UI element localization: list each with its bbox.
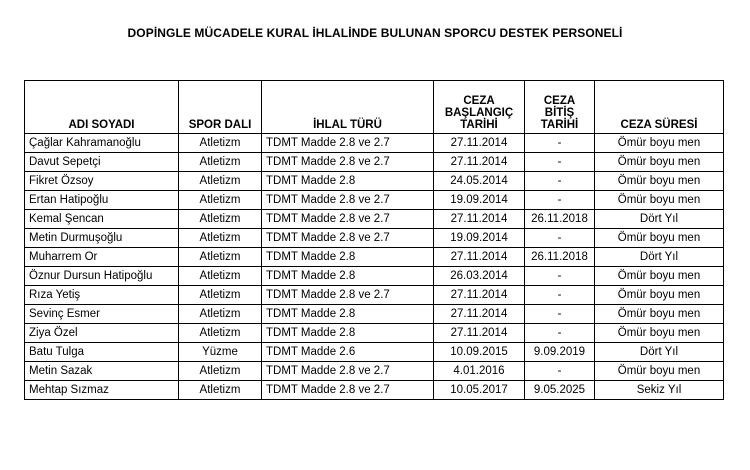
cell-end-date: - [525, 362, 595, 381]
cell-violation: TDMT Madde 2.8 ve 2.7 [262, 286, 434, 305]
cell-sport: Atletizm [179, 248, 262, 267]
table-row [25, 191, 724, 210]
cell-sport: Atletizm [179, 305, 262, 324]
cell-end-date: - [525, 267, 595, 286]
cell-name: Rıza Yetiş [25, 286, 179, 305]
cell-violation: TDMT Madde 2.8 ve 2.7 [262, 153, 434, 172]
table-row [25, 286, 724, 305]
cell-sport: Atletizm [179, 362, 262, 381]
header-row [25, 81, 724, 134]
cell-violation: TDMT Madde 2.8 [262, 248, 434, 267]
cell-name: Muharrem Or [25, 248, 179, 267]
cell-start-date: 19.09.2014 [434, 229, 525, 248]
personnel-table [24, 80, 724, 400]
cell-duration: Ömür boyu men [595, 153, 724, 172]
cell-name: Davut Sepetçi [25, 153, 179, 172]
cell-violation: TDMT Madde 2.6 [262, 343, 434, 362]
cell-start-date: 27.11.2014 [434, 324, 525, 343]
cell-duration: Dört Yıl [595, 210, 724, 229]
cell-name: Fikret Özsoy [25, 172, 179, 191]
cell-violation: TDMT Madde 2.8 ve 2.7 [262, 191, 434, 210]
cell-end-date: - [525, 191, 595, 210]
cell-end-date: - [525, 229, 595, 248]
table-row [25, 134, 724, 153]
table-row [25, 267, 724, 286]
cell-name: Kemal Şencan [25, 210, 179, 229]
header-duration: CEZA SÜRESİ [595, 81, 724, 134]
cell-duration: Ömür boyu men [595, 134, 724, 153]
cell-sport: Atletizm [179, 153, 262, 172]
cell-sport: Atletizm [179, 324, 262, 343]
cell-name: Ertan Hatipoğlu [25, 191, 179, 210]
cell-sport: Atletizm [179, 229, 262, 248]
cell-name: Ziya Özel [25, 324, 179, 343]
header-start-line1: CEZA [463, 95, 495, 107]
header-sport: SPOR DALI [179, 81, 262, 134]
cell-duration: Dört Yıl [595, 343, 724, 362]
cell-end-date: - [525, 324, 595, 343]
cell-sport: Atletizm [179, 381, 262, 400]
cell-start-date: 4.01.2016 [434, 362, 525, 381]
cell-duration: Ömür boyu men [595, 286, 724, 305]
cell-end-date: - [525, 172, 595, 191]
cell-sport: Atletizm [179, 134, 262, 153]
cell-name: Batu Tulga [25, 343, 179, 362]
header-start-date [434, 81, 525, 134]
table-body [25, 134, 724, 400]
cell-name: Öznur Dursun Hatipoğlu [25, 267, 179, 286]
cell-name: Sevinç Esmer [25, 305, 179, 324]
cell-end-date: - [525, 134, 595, 153]
header-violation: İHLAL TÜRÜ [262, 81, 434, 134]
cell-violation: TDMT Madde 2.8 [262, 305, 434, 324]
page-title: DOPİNGLE MÜCADELE KURAL İHLALİNDE BULUNAN SPORCU DESTEK PERSONELİ [127, 26, 623, 40]
cell-violation: TDMT Madde 2.8 [262, 267, 434, 286]
table-row [25, 210, 724, 229]
table-row [25, 324, 724, 343]
header-end-line3: TARİHİ [540, 119, 579, 131]
cell-sport: Yüzme [179, 343, 262, 362]
cell-duration: Dört Yıl [595, 248, 724, 267]
header-start-line2: BAŞLANGIÇ [444, 107, 514, 119]
cell-end-date: 9.05.2025 [525, 381, 595, 400]
cell-duration: Ömür boyu men [595, 324, 724, 343]
cell-name: Mehtap Sızmaz [25, 381, 179, 400]
cell-sport: Atletizm [179, 267, 262, 286]
cell-violation: TDMT Madde 2.8 ve 2.7 [262, 134, 434, 153]
cell-start-date: 10.05.2017 [434, 381, 525, 400]
cell-sport: Atletizm [179, 191, 262, 210]
cell-sport: Atletizm [179, 172, 262, 191]
cell-duration: Ömür boyu men [595, 172, 724, 191]
cell-start-date: 26.03.2014 [434, 267, 525, 286]
header-end-date [525, 81, 595, 134]
cell-end-date: - [525, 305, 595, 324]
cell-start-date: 27.11.2014 [434, 210, 525, 229]
cell-start-date: 24.05.2014 [434, 172, 525, 191]
cell-duration: Ömür boyu men [595, 305, 724, 324]
cell-violation: TDMT Madde 2.8 ve 2.7 [262, 362, 434, 381]
table-row [25, 381, 724, 400]
cell-end-date: - [525, 286, 595, 305]
cell-start-date: 27.11.2014 [434, 153, 525, 172]
cell-start-date: 19.09.2014 [434, 191, 525, 210]
cell-duration: Ömür boyu men [595, 229, 724, 248]
cell-start-date: 27.11.2014 [434, 134, 525, 153]
cell-violation: TDMT Madde 2.8 ve 2.7 [262, 229, 434, 248]
header-end-line2: BİTİŞ [544, 107, 575, 119]
cell-end-date: 26.11.2018 [525, 210, 595, 229]
cell-name: Metin Sazak [25, 362, 179, 381]
table-row [25, 305, 724, 324]
cell-name: Metin Durmuşoğlu [25, 229, 179, 248]
cell-duration: Ömür boyu men [595, 191, 724, 210]
cell-violation: TDMT Madde 2.8 ve 2.7 [262, 381, 434, 400]
cell-sport: Atletizm [179, 210, 262, 229]
cell-violation: TDMT Madde 2.8 [262, 172, 434, 191]
cell-violation: TDMT Madde 2.8 [262, 324, 434, 343]
table-row [25, 229, 724, 248]
cell-end-date: 26.11.2018 [525, 248, 595, 267]
cell-end-date: 9.09.2019 [525, 343, 595, 362]
header-name: ADI SOYADI [25, 81, 179, 134]
cell-duration: Sekiz Yıl [595, 381, 724, 400]
cell-violation: TDMT Madde 2.8 ve 2.7 [262, 210, 434, 229]
cell-start-date: 27.11.2014 [434, 248, 525, 267]
cell-start-date: 27.11.2014 [434, 305, 525, 324]
cell-start-date: 10.09.2015 [434, 343, 525, 362]
cell-end-date: - [525, 153, 595, 172]
cell-sport: Atletizm [179, 286, 262, 305]
cell-duration: Ömür boyu men [595, 362, 724, 381]
table-row [25, 248, 724, 267]
table-row [25, 153, 724, 172]
table-row [25, 172, 724, 191]
cell-duration: Ömür boyu men [595, 267, 724, 286]
header-end-line1: CEZA [543, 95, 576, 107]
table-row [25, 362, 724, 381]
header-start-line3: TARİHİ [460, 119, 498, 131]
table-row [25, 343, 724, 362]
cell-name: Çağlar Kahramanoğlu [25, 134, 179, 153]
cell-start-date: 27.11.2014 [434, 286, 525, 305]
